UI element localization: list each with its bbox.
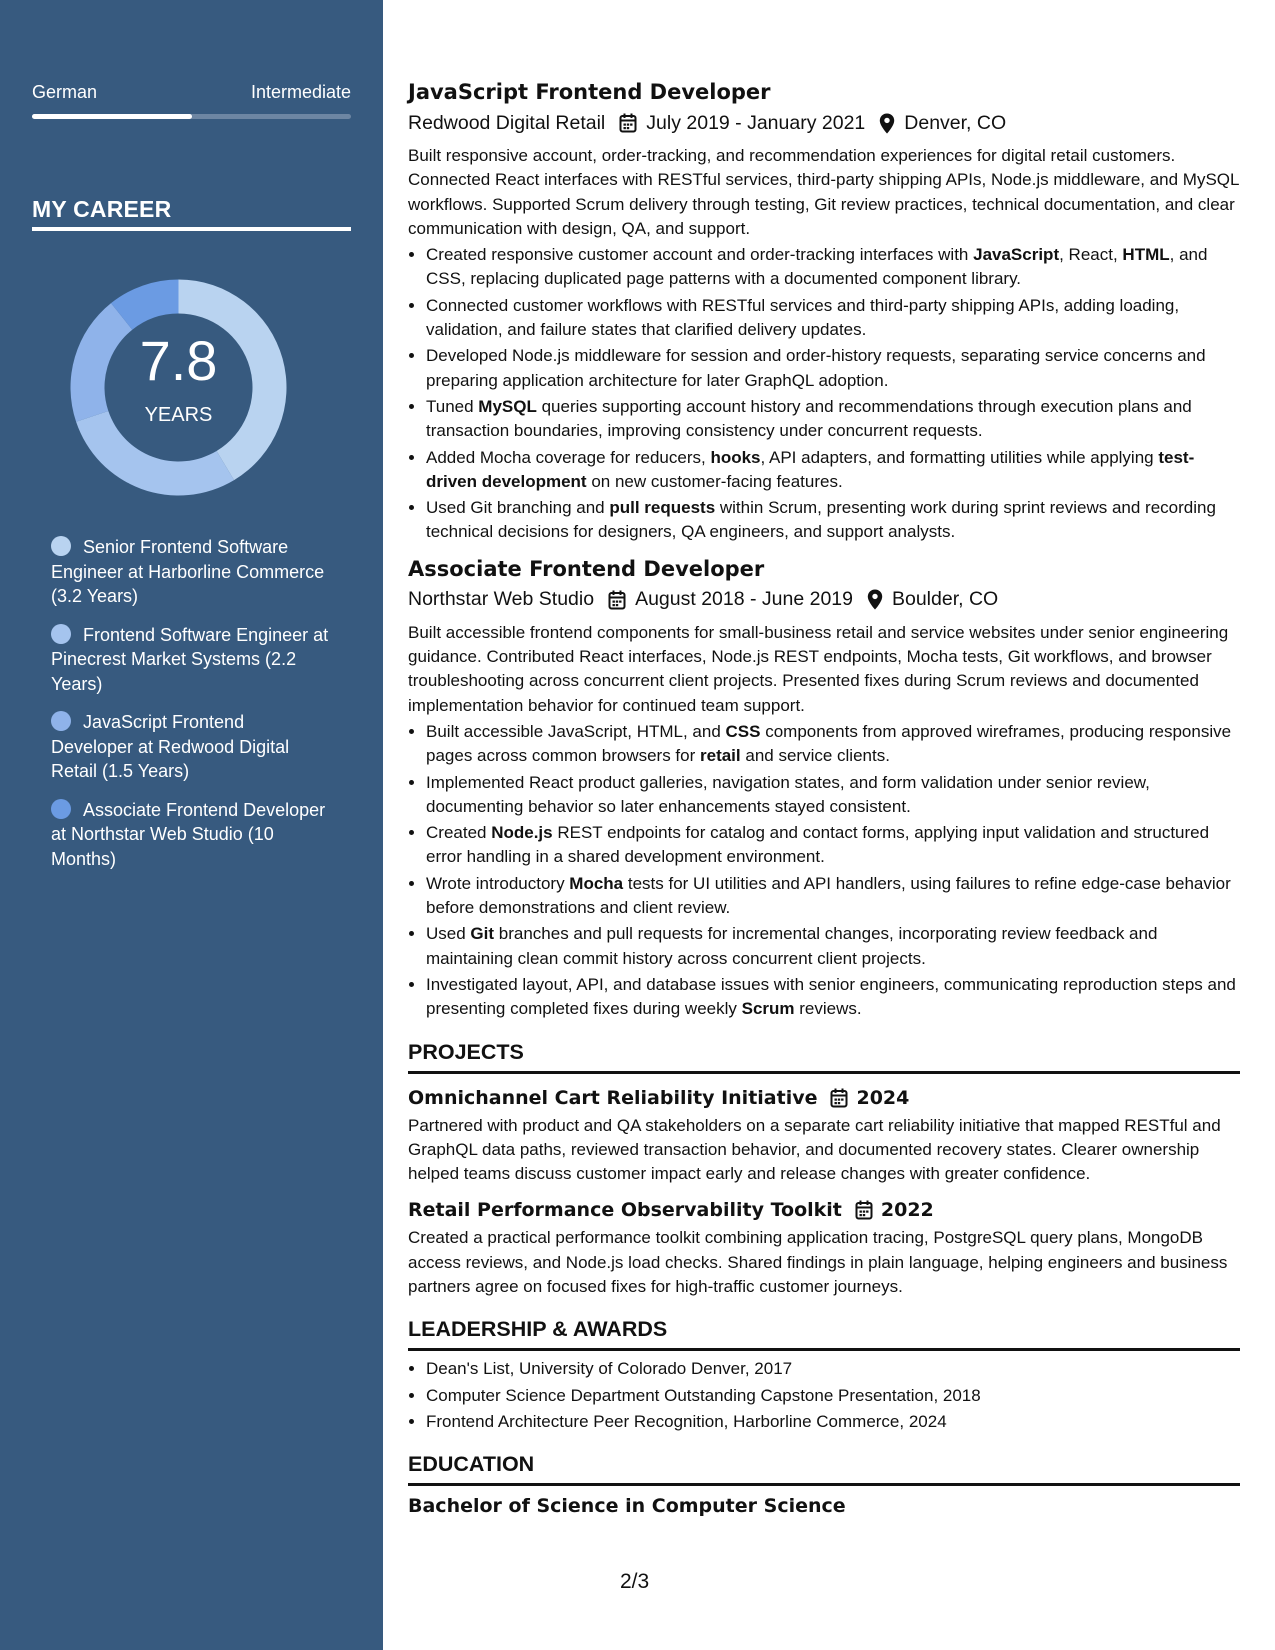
job-title: JavaScript Frontend Developer (408, 80, 771, 104)
bold-keyword: Node.js (491, 823, 553, 843)
job-bullet (426, 395, 1240, 444)
bullet-text: Developed Node.js middleware for session and order-history requests, separating service concerns and preparing application architecture for later GraphQL adoption. (426, 346, 1206, 390)
bullet-text: reviews. (794, 999, 862, 1019)
projects-heading: PROJECTS (408, 1039, 524, 1064)
career-legend-item (51, 798, 331, 872)
bullet-text: within Scrum, presenting work during sprint reviews and recording technical decisions for designers, QA engineers, and support analysts. (426, 498, 1216, 542)
career-donut-chart (66, 275, 291, 500)
job-bullet (426, 973, 1240, 1022)
career-heading-rule (32, 227, 351, 231)
legend-dot (51, 711, 71, 731)
job-bullet (426, 294, 1240, 343)
calendar-icon (619, 113, 637, 133)
page-number: 2/3 (620, 1570, 650, 1593)
job-dates: July 2019 - January 2021 (646, 111, 866, 134)
language-proficiency-fill (32, 114, 192, 119)
job-bullets (408, 720, 1240, 1022)
bullet-text: Investigated layout, API, and database issues with senior engineers, communicating reproduction steps and presenting completed fixes during weekly (426, 974, 1236, 1019)
bullet-text: , and CSS, replacing duplicated page patterns with a documented component library. (426, 245, 1208, 289)
job-location: Denver, CO (904, 111, 1007, 134)
sidebar (0, 0, 383, 1650)
language-level: Intermediate (250, 82, 351, 102)
bullet-text: Implemented React product galleries, navigation states, and form validation under senior review, documenting behavior so later enhancements stayed consistent. (426, 772, 1150, 816)
bold-keyword: test-driven development (426, 447, 1195, 491)
bullet-text: on new customer-facing features. (586, 471, 843, 491)
bold-keyword: hooks (710, 447, 761, 467)
career-legend-label: JavaScript Frontend Developer at Redwood Digital Retail (1.5 Years) (51, 712, 290, 781)
legend-dot (51, 536, 71, 556)
awards-rule (408, 1348, 1240, 1351)
map-pin-icon (879, 113, 895, 134)
projects-rule (408, 1071, 1240, 1074)
job-company: Northstar Web Studio (408, 588, 595, 611)
job-bullets (408, 243, 1240, 545)
awards-heading: LEADERSHIP & AWARDS (408, 1317, 668, 1342)
project-year: 2024 (856, 1086, 910, 1109)
job-bullet (426, 446, 1240, 495)
bullet-text: REST endpoints for catalog and contact forms, applying input validation and structured error handling in a shared development environment. (426, 823, 1210, 867)
bold-keyword: MySQL (478, 396, 537, 416)
project-title-row (408, 1084, 1240, 1112)
bold-keyword: Git (470, 924, 495, 944)
job-bullet (426, 720, 1240, 769)
bold-keyword: Mocha (569, 873, 624, 893)
awards-list (408, 1357, 1240, 1434)
bold-keyword: retail (700, 746, 741, 766)
career-heading: MY CAREER (32, 196, 172, 222)
calendar-icon (830, 1088, 848, 1108)
career-legend-item (51, 623, 331, 697)
bullet-text: Connected customer workflows with RESTful services and third-party shipping APIs, adding loading, validation, and failure states that clarified delivery updates. (426, 295, 1180, 340)
experience-entry (408, 555, 1240, 1022)
calendar-icon (608, 590, 626, 610)
experience-entry (408, 78, 1240, 545)
job-meta (408, 585, 1240, 615)
bullet-text: , React, (1059, 245, 1123, 265)
project-title-row (408, 1196, 1240, 1224)
bullet-text: Created responsive customer account and order-tracking interfaces with (426, 245, 974, 265)
bullet-text: Used (426, 924, 471, 944)
career-donut-segment-3 (71, 303, 133, 422)
career-legend-label: Frontend Software Engineer at Pinecrest Market Systems (2.2 Years) (51, 624, 329, 694)
education-degree: Bachelor of Science in Computer Science (408, 1495, 846, 1518)
career-legend-item (51, 535, 331, 609)
job-summary: Built responsive account, order-tracking, and recommendation experiences for digital retail customers. Connected React interfaces with RESTful services, third-party shipping APIs, Node.js middleware, and MySQL workflows. Supported Scrum delivery through testing, Git review practices, technical documentation, and clear communication with design, QA, and support. (408, 146, 1239, 238)
bullet-text: Added Mocha coverage for reducers, (426, 447, 711, 467)
career-legend-label: Associate Frontend Developer at Northstar Web Studio (10 Months) (51, 799, 326, 869)
bullet-text: , API adapters, and formatting utilities while applying (760, 447, 1159, 467)
bullet-text: Created (426, 823, 492, 843)
project-year: 2022 (880, 1199, 934, 1222)
job-bullet (426, 821, 1240, 870)
job-summary: Built accessible frontend components for small-business retail and service websites under senior engineering guidance. Contributed React interfaces, Node.js REST endpoints, Mocha tests, Git workflows, and browser troubleshooting across concurrent client projects. Presented fixes during Scrum reviews and documented implementation behavior for continued team support. (408, 622, 1229, 715)
bullet-text: components from approved wireframes, producing responsive pages across common browsers for (426, 721, 1232, 766)
career-legend-label: Senior Frontend Software Engineer at Harborline Commerce (3.2 Years) (51, 537, 325, 606)
bold-keyword: pull requests (609, 498, 716, 518)
language-row (32, 82, 351, 103)
main-content (408, 78, 1240, 1517)
bold-keyword: HTML (1122, 245, 1170, 265)
job-bullet (426, 243, 1240, 292)
bullet-text: and service clients. (740, 746, 890, 766)
bullet-text: queries supporting account history and recommendations through execution plans and transaction boundaries, improving consistency under concurrent requests. (426, 396, 1192, 441)
award-item: • Dean's List, University of Colorado Denver, 2017 (426, 1357, 1240, 1381)
language-proficiency-bar (32, 114, 351, 119)
project-description: Partnered with product and QA stakeholders on a separate cart reliability initiative that mapped RESTful and GraphQL data paths, reviewed transaction behavior, and documented recovery states. Clearer ownership helped teams discuss customer impact early and release changes with greater confidence. (408, 1115, 1221, 1184)
job-meta (408, 108, 1240, 138)
job-location: Boulder, CO (891, 588, 999, 611)
bullet-text: tests for UI utilities and API handlers, using failures to refine edge-case behavior before demonstrations and client review. (426, 873, 1231, 918)
legend-dot (51, 624, 71, 644)
bullet-text: branches and pull requests for incremental changes, incorporating review feedback and maintaining clean commit history across concurrent client projects. (426, 924, 1158, 968)
job-bullet (426, 771, 1240, 820)
bold-keyword: Scrum (741, 999, 795, 1019)
job-title: Associate Frontend Developer (408, 556, 765, 581)
map-pin-icon (867, 589, 883, 610)
award-item: • Frontend Architecture Peer Recognition, Harborline Commerce, 2024 (426, 1410, 1240, 1434)
job-bullet (426, 496, 1240, 545)
job-bullet (426, 872, 1240, 921)
project-title: Omnichannel Cart Reliability Initiative (408, 1086, 818, 1109)
bullet-text: Tuned (426, 396, 479, 416)
education-rule (408, 1483, 1240, 1486)
bullet-text: Used Git branching and (426, 498, 610, 518)
project-description: Created a practical performance toolkit combining application tracing, PostgreSQL query plans, MongoDB access reviews, and Node.js load checks. Shared findings in plain language, helping engineers and business partners agree on focused fixes for high-traffic customer journeys. (408, 1228, 1228, 1296)
calendar-icon (855, 1200, 873, 1220)
project-title: Retail Performance Observability Toolkit (408, 1199, 842, 1222)
bullet-text: Built accessible JavaScript, HTML, and (426, 721, 726, 741)
job-company: Redwood Digital Retail (408, 111, 606, 134)
job-bullet (426, 344, 1240, 393)
education-heading: EDUCATION (408, 1452, 535, 1477)
bold-keyword: JavaScript (973, 245, 1060, 265)
bullet-text: Wrote introductory (426, 873, 570, 893)
language-name: German (32, 82, 98, 102)
award-item: • Computer Science Department Outstanding Capstone Presentation, 2018 (426, 1384, 1240, 1408)
job-dates: August 2018 - June 2019 (635, 588, 853, 611)
job-bullet (426, 922, 1240, 971)
career-total-value: 7.8 (139, 329, 218, 392)
career-legend-item (51, 710, 331, 784)
legend-dot (51, 799, 71, 819)
bold-keyword: CSS (725, 721, 761, 741)
career-total-unit: YEARS (144, 404, 213, 426)
career-legend (51, 535, 331, 885)
